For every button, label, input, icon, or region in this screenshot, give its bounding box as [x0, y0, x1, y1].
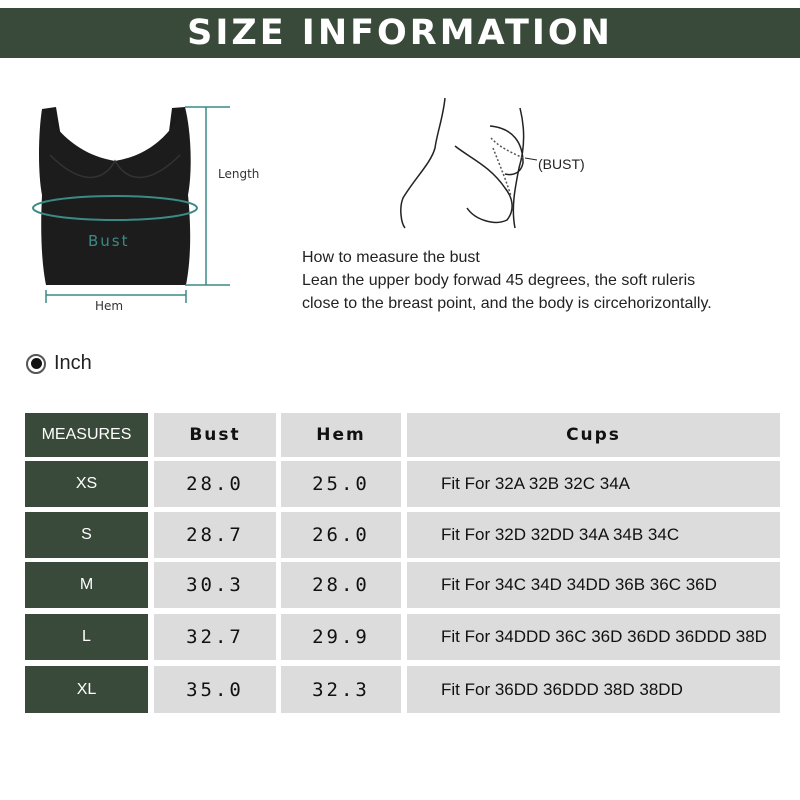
length-label: Length — [218, 167, 260, 181]
radio-selected-dot — [31, 358, 42, 369]
bust-annotation: (BUST) — [538, 156, 585, 172]
row-cups: Fit For 32D 32DD 34A 34B 34C — [407, 512, 780, 558]
header-hem: Hem — [281, 413, 401, 457]
bust-label: Bust — [88, 232, 130, 250]
row-bust: 28.0 — [154, 461, 276, 507]
row-hem: 32.3 — [281, 666, 401, 713]
row-cups: Fit For 32A 32B 32C 34A — [407, 461, 780, 507]
row-size: S — [25, 512, 148, 558]
row-bust: 30.3 — [154, 562, 276, 608]
unit-radio[interactable] — [26, 354, 46, 374]
row-hem: 29.9 — [281, 614, 401, 660]
unit-option[interactable] — [26, 352, 92, 375]
header-bust: Bust — [154, 413, 276, 457]
row-bust: 28.7 — [154, 512, 276, 558]
sports-bra-illustration — [20, 95, 290, 325]
instructions-line: Lean the upper body forwad 45 degrees, the soft ruleris — [302, 272, 696, 289]
row-hem: 25.0 — [281, 461, 401, 507]
title-banner — [0, 8, 800, 58]
row-hem: 26.0 — [281, 512, 401, 558]
row-bust: 35.0 — [154, 666, 276, 713]
instructions-title: How to measure the bust — [302, 249, 480, 266]
row-cups: Fit For 34C 34D 34DD 36B 36C 36D — [407, 562, 780, 608]
row-bust: 32.7 — [154, 614, 276, 660]
instructions-line: close to the breast point, and the body is circehorizontally. — [302, 295, 712, 312]
row-cups: Fit For 36DD 36DDD 38D 38DD — [407, 666, 780, 713]
page-title: SIZE INFORMATION — [187, 13, 613, 53]
row-cups: Fit For 34DDD 36C 36D 36DD 36DDD 38D — [407, 614, 780, 660]
row-hem: 28.0 — [281, 562, 401, 608]
unit-label: Inch — [54, 352, 92, 374]
row-size: XS — [25, 461, 148, 507]
header-measures: MEASURES — [25, 413, 148, 457]
measurement-instructions — [302, 246, 712, 315]
garment-diagram — [20, 95, 290, 325]
row-size: XL — [25, 666, 148, 713]
hem-label: Hem — [95, 299, 124, 313]
row-size: L — [25, 614, 148, 660]
header-cups: Cups — [407, 413, 780, 457]
row-size: M — [25, 562, 148, 608]
